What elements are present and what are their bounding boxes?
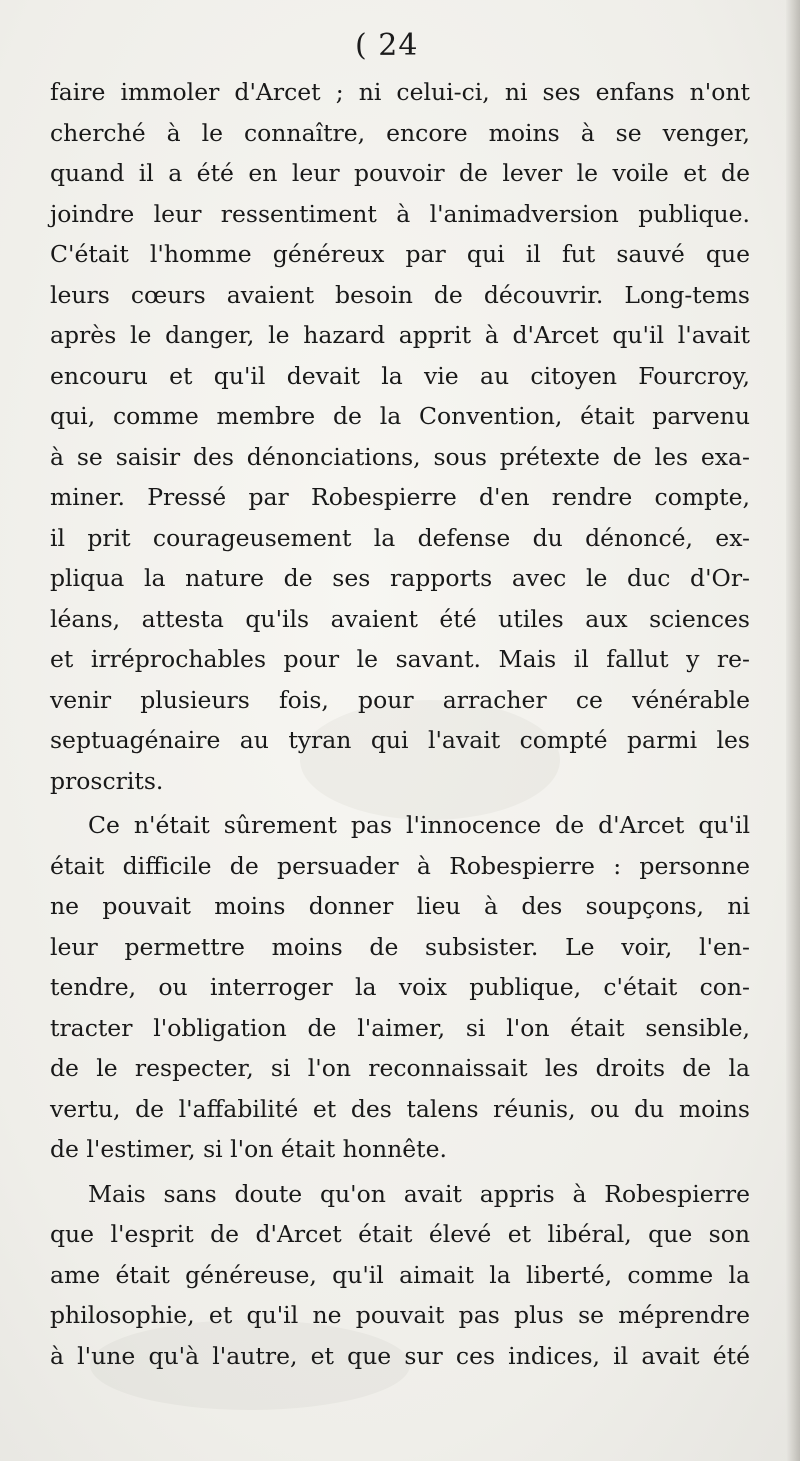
text-line: cherché à le connaître, encore moins à se venger, [50,118,750,147]
text-line: à se saisir des dénonciations, sous prétexte de les exa- [50,442,750,471]
paragraph-3 [50,1174,750,1377]
text-line: venir plusieurs fois, pour arracher ce vénérable [50,685,750,714]
text-line: ne pouvait moins donner lieu à des soupçons, ni [50,892,750,920]
text-line: miner. Pressé par Robespierre d'en rendre compte, [50,483,750,511]
body-text [50,72,750,1376]
paragraph-1 [50,72,750,801]
text-line: tracter l'obligation de l'aimer, si l'on était sensible, [50,1013,750,1042]
text-line: léans, attesta qu'ils avaient été utiles aux sciences [50,604,750,633]
text-line: proscrits. [50,766,164,795]
page-edge [786,0,800,1461]
text-line: leur permettre moins de subsister. Le voir, l'en- [50,932,750,961]
text-line: que l'esprit de d'Arcet était élevé et libéral, que son [50,1220,750,1248]
text-line: faire immoler d'Arcet ; ni celui-ci, ni ses enfans n'ont [50,78,750,106]
text-line: après le danger, le hazard apprit à d'Arcet qu'il l'avait [50,321,750,349]
text-line: il prit courageusement la defense du dénoncé, ex- [50,523,750,552]
text-line: ame était généreuse, qu'il aimait la liberté, comme la [50,1260,750,1289]
text-line: et irréprochables pour le savant. Mais il fallut y re- [50,645,750,673]
text-line: encouru et qu'il devait la vie au citoyen Fourcroy, [50,361,750,390]
text-line: C'était l'homme généreux par qui il fut sauvé que [50,240,750,268]
paragraph-2 [50,805,750,1170]
text-line: à l'une qu'à l'autre, et que sur ces indices, il avait été [50,1341,750,1370]
text-line: Mais sans doute qu'on avait appris à Robespierre [88,1179,750,1208]
text-line: septuagénaire au tyran qui l'avait compté parmi les [50,726,750,754]
text-line: Ce n'était sûrement pas l'innocence de d'Arcet qu'il [88,811,750,839]
text-line: qui, comme membre de la Convention, était parvenu [50,402,750,430]
text-line: leurs cœurs avaient besoin de découvrir. Long-tems [50,280,750,309]
text-line: tendre, ou interroger la voix publique, c'était con- [50,973,750,1001]
text-line: était difficile de persuader à Robespierre : personne [50,851,750,880]
text-line: philosophie, et qu'il ne pouvait pas plus se méprendre [50,1301,750,1329]
text-line: de l'estimer, si l'on était honnête. [50,1135,447,1163]
text-line: vertu, de l'affabilité et des talens réunis, ou du moins [50,1094,750,1123]
page-number: ( 24 [355,28,419,63]
text-line: joindre leur ressentiment à l'animadversion publique. [50,199,750,228]
text-line: de le respecter, si l'on reconnaissait les droits de la [50,1054,750,1082]
text-line: pliqua la nature de ses rapports avec le duc d'Or- [50,564,750,592]
text-line: quand il a été en leur pouvoir de lever le voile et de [50,159,750,187]
